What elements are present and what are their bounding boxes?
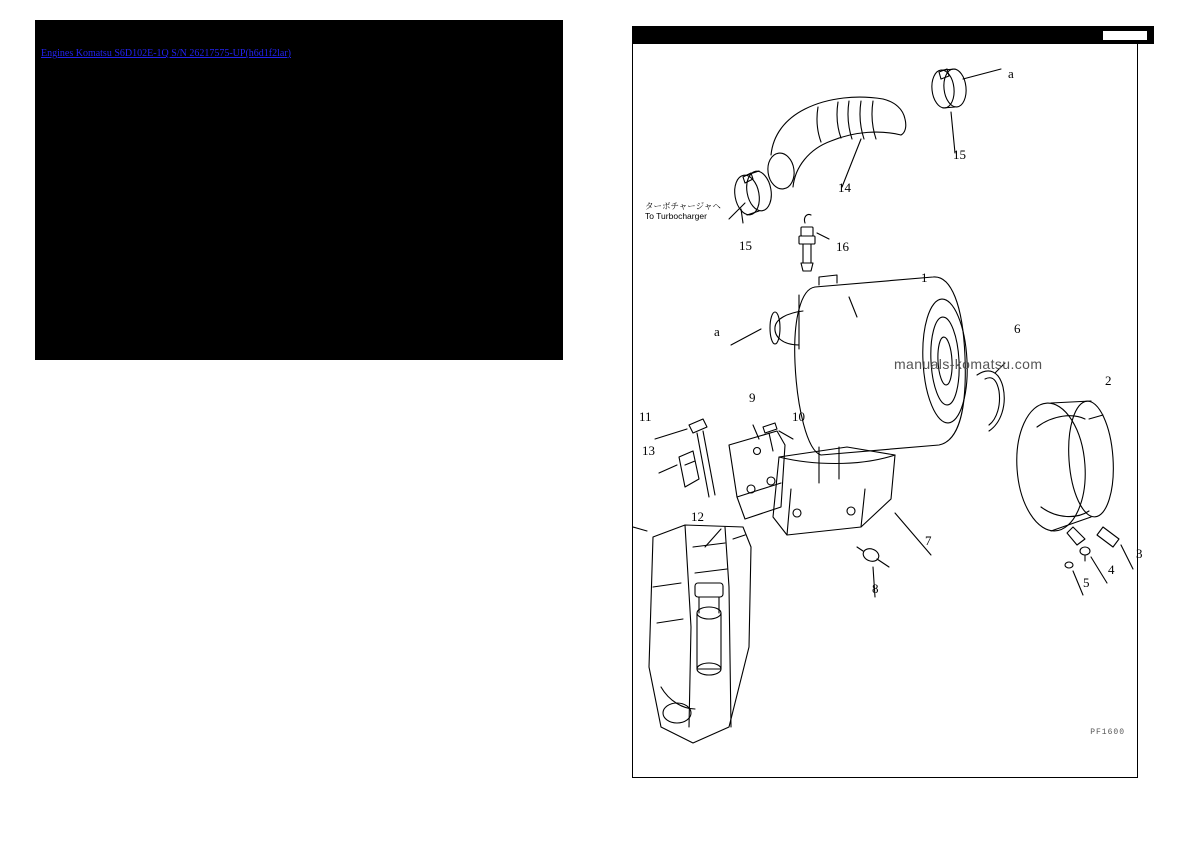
note-line-en: To Turbocharger [645, 211, 707, 221]
leader-a-top [963, 69, 1001, 79]
callout-14: 14 [838, 180, 851, 195]
callout-7: 7 [925, 533, 932, 548]
note-line-jp: ターボチャージャヘ [645, 201, 721, 211]
callout-12: 12 [691, 509, 704, 524]
left-black-panel [35, 20, 563, 360]
cover-part-2 [1013, 400, 1117, 545]
bolt-part-8 [857, 547, 889, 567]
leader-13 [659, 465, 677, 473]
callout-6: 6 [1014, 321, 1021, 336]
leader-a-left [731, 329, 761, 345]
bolt-part-11 [689, 419, 715, 497]
callout-13: 13 [642, 443, 655, 458]
figure-code: PF1600 [1090, 728, 1125, 737]
callout-11: 11 [639, 409, 652, 424]
callout-8: 8 [872, 581, 879, 596]
air-cleaner-assembly-drawing [633, 27, 1153, 777]
bracket-part-9 [729, 431, 785, 519]
leader-5 [1073, 571, 1083, 595]
parts-diagram-panel [632, 26, 1154, 778]
callout-a: a [714, 324, 720, 339]
air-cleaner-body-part-1 [770, 275, 970, 455]
callout-15: 15 [953, 147, 966, 162]
seal-part-6 [977, 371, 1004, 431]
callout-a: a [1008, 66, 1014, 81]
callout-9: 9 [749, 390, 756, 405]
leader-11 [655, 429, 687, 439]
engine-block-reference-part-12 [633, 525, 751, 743]
washer-part-13 [679, 451, 699, 487]
leader-16 [817, 233, 829, 239]
leader-2 [1089, 415, 1103, 419]
leader-1 [849, 297, 857, 317]
leader-3 [1121, 545, 1133, 569]
callout-4: 4 [1108, 562, 1115, 577]
callout-3: 3 [1136, 546, 1143, 561]
callout-10: 10 [792, 409, 805, 424]
callout-5: 5 [1083, 575, 1090, 590]
bolt-part-10 [763, 423, 777, 451]
to-turbocharger-note [645, 201, 721, 221]
leader-6 [995, 363, 1005, 373]
dust-indicator-part-16 [799, 214, 815, 271]
support-bracket-part-7 [773, 447, 895, 535]
leader-4 [1091, 557, 1107, 583]
callout-16: 16 [836, 239, 849, 254]
intake-hose-part-14 [766, 97, 906, 191]
document-title-link[interactable]: Engines Komatsu S6D102E-1Q S/N 26217575-UP(h6d1f2lar) [41, 48, 291, 59]
watermark: manuals-komatsu.com [894, 356, 1043, 372]
callout-1: 1 [921, 270, 928, 285]
hose-clamp-part-15-right [930, 68, 968, 109]
callout-2: 2 [1105, 373, 1112, 388]
callout-15: 15 [739, 238, 752, 253]
